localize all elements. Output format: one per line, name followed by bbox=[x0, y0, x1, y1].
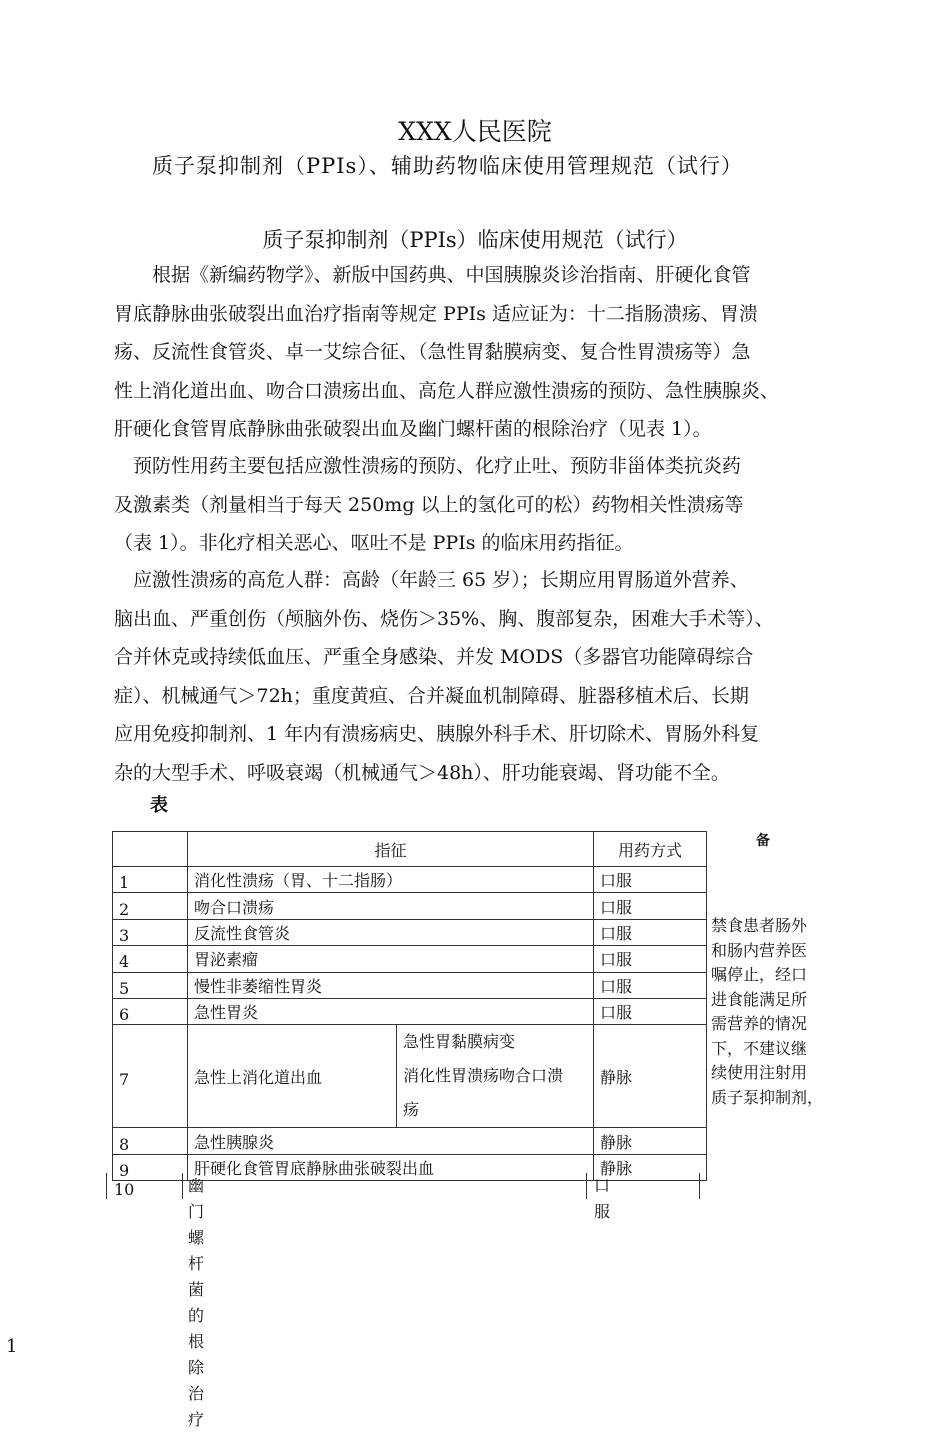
sub-indication: 急性胃黏膜病变 bbox=[403, 1032, 516, 1052]
note-line: 质子泵抑制剂， bbox=[711, 1087, 824, 1107]
row-route: 口服 bbox=[594, 1176, 611, 1221]
table-row bbox=[113, 998, 707, 1024]
paragraph-line: 症）、机械通气＞72h；重度黄疸、合并凝血机制障碍、脏器移植术后、长期 bbox=[114, 684, 749, 707]
row-number: 4 bbox=[113, 946, 188, 972]
row-route: 静脉 bbox=[594, 1128, 707, 1154]
row-number: 1 bbox=[113, 867, 188, 893]
page-number: 1 bbox=[6, 1336, 18, 1357]
paragraph-indications bbox=[114, 256, 874, 449]
row-route: 口服 bbox=[594, 867, 707, 893]
table-header-row bbox=[113, 832, 707, 867]
cell-border bbox=[699, 1173, 700, 1199]
paragraph-line: 疡、反流性食管炎、卓一艾综合征、（急性胃黏膜病变、复合性胃溃疡等）急 bbox=[114, 341, 751, 363]
row-number: 10 bbox=[114, 1180, 135, 1199]
row-indication: 胃泌素瘤 bbox=[188, 946, 594, 972]
table-row bbox=[113, 1025, 707, 1128]
table-row bbox=[113, 1128, 707, 1154]
row-route: 口服 bbox=[594, 998, 707, 1024]
row-route: 口服 bbox=[594, 946, 707, 972]
row-route: 口服 bbox=[594, 893, 707, 919]
sub-indication: 疡 bbox=[403, 1100, 420, 1120]
paragraph-line: （表 1）。非化疗相关恶心、呕吐不是 PPIs 的临床用药指征。 bbox=[114, 532, 634, 554]
row-number: 8 bbox=[113, 1128, 188, 1154]
row-route: 静脉 bbox=[594, 1025, 707, 1128]
sub-indication: 消化性胃溃疡吻合口溃 bbox=[403, 1066, 564, 1086]
row-indication: 急性胃炎 bbox=[188, 998, 594, 1024]
table-header-route: 用药方式 bbox=[594, 832, 707, 867]
row-indication: 消化性溃疡（胃、十二指肠） bbox=[188, 867, 594, 893]
row-number: 6 bbox=[113, 998, 188, 1024]
row-indication: 幽门螺杆菌的根除治疗 bbox=[188, 1176, 205, 1429]
table-header-note: 备 bbox=[756, 833, 770, 849]
note-line: 需营养的情况 bbox=[711, 1014, 808, 1033]
section-title: 质子泵抑制剂（PPIs）临床使用规范（试行） bbox=[262, 228, 688, 252]
row-route: 口服 bbox=[594, 972, 707, 998]
paragraph-prevention bbox=[114, 447, 874, 563]
row-number: 3 bbox=[113, 919, 188, 945]
paragraph-line: 脑出血、严重创伤（颅脑外伤、烧伤＞35%、胸、腹部复杂，困难大手术等）、 bbox=[114, 607, 774, 630]
paragraph-line: 预防性用药主要包括应激性溃疡的预防、化疗止吐、预防非甾体类抗炎药 bbox=[114, 455, 742, 477]
hospital-name: XXX人民医院 bbox=[398, 117, 552, 146]
paragraph-line: 应激性溃疡的高危人群：高龄（年龄三 65 岁）；长期应用胃肠道外营养、 bbox=[114, 569, 749, 591]
paragraph-line: 应用免疫抑制剂、1 年内有溃疡病史、胰腺外科手术、肝切除术、胃肠外科复 bbox=[114, 723, 760, 745]
paragraph-line: 及激素类（剂量相当于每天 250mg 以上的氢化可的松）药物相关性溃疡等 bbox=[114, 493, 744, 516]
row-indication: 吻合口溃疡 bbox=[188, 893, 594, 919]
indications-table bbox=[112, 831, 707, 1181]
paragraph-line: 肝硬化食管胃底静脉曲张破裂出血及幽门螺杆菌的根除治疗（见表 1）。 bbox=[114, 418, 712, 440]
paragraph-line: 根据《新编药物学》、新版中国药典、中国胰腺炎诊治指南、肝硬化食管 bbox=[114, 264, 751, 286]
row-number: 7 bbox=[113, 1025, 188, 1128]
note-line: 禁食患者肠外 bbox=[711, 916, 808, 935]
cell-border bbox=[106, 1173, 107, 1199]
row-number: 2 bbox=[113, 893, 188, 919]
table-row bbox=[113, 946, 707, 972]
table-note bbox=[711, 914, 829, 1110]
row-indication: 反流性食管炎 bbox=[188, 919, 594, 945]
paragraph-line: 性上消化道出血、吻合口溃疡出血、高危人群应激性溃疡的预防、急性胰腺炎、 bbox=[114, 379, 780, 402]
paragraph-high-risk bbox=[114, 561, 874, 792]
document-title: 质子泵抑制剂（PPIs）、辅助药物临床使用管理规范（试行） bbox=[152, 154, 743, 178]
row-indication: 慢性非萎缩性胃炎 bbox=[188, 972, 594, 998]
cell-border bbox=[182, 1173, 183, 1199]
paragraph-line: 胃底静脉曲张破裂出血治疗指南等规定 PPIs 适应证为：十二指肠溃疡、胃溃 bbox=[114, 302, 758, 325]
note-line: 进食能满足所 bbox=[711, 989, 808, 1009]
table-label: 表 bbox=[150, 795, 168, 816]
cell-border bbox=[586, 1173, 587, 1199]
table-header-indication: 指征 bbox=[188, 832, 594, 867]
table-row bbox=[113, 893, 707, 919]
row-number: 5 bbox=[113, 972, 188, 998]
row-sub-indications bbox=[397, 1025, 594, 1128]
note-line: 和肠内营养医 bbox=[711, 940, 808, 960]
note-line: 下，不建议继 bbox=[711, 1038, 808, 1058]
paragraph-line: 合并休克或持续低血压、严重全身感染、并发 MODS（多器官功能障碍综合 bbox=[114, 646, 754, 668]
row-number: 9 bbox=[113, 1154, 188, 1180]
row-indication: 肝硬化食管胃底静脉曲张破裂出血 bbox=[188, 1154, 594, 1180]
table-header-number bbox=[113, 832, 188, 867]
row-route: 静脉 bbox=[594, 1154, 707, 1180]
row-indication: 急性胰腺炎 bbox=[188, 1128, 594, 1154]
table-row bbox=[113, 919, 707, 945]
note-line: 续使用注射用 bbox=[711, 1063, 808, 1082]
paragraph-line: 杂的大型手术、呼吸衰竭（机械通气＞48h）、肝功能衰竭、肾功能不全。 bbox=[114, 761, 730, 784]
row-route: 口服 bbox=[594, 919, 707, 945]
note-line: 嘱停止，经口 bbox=[711, 965, 808, 984]
table-row bbox=[113, 867, 707, 893]
row-indication: 急性上消化道出血 bbox=[188, 1025, 397, 1128]
table-row bbox=[113, 972, 707, 998]
